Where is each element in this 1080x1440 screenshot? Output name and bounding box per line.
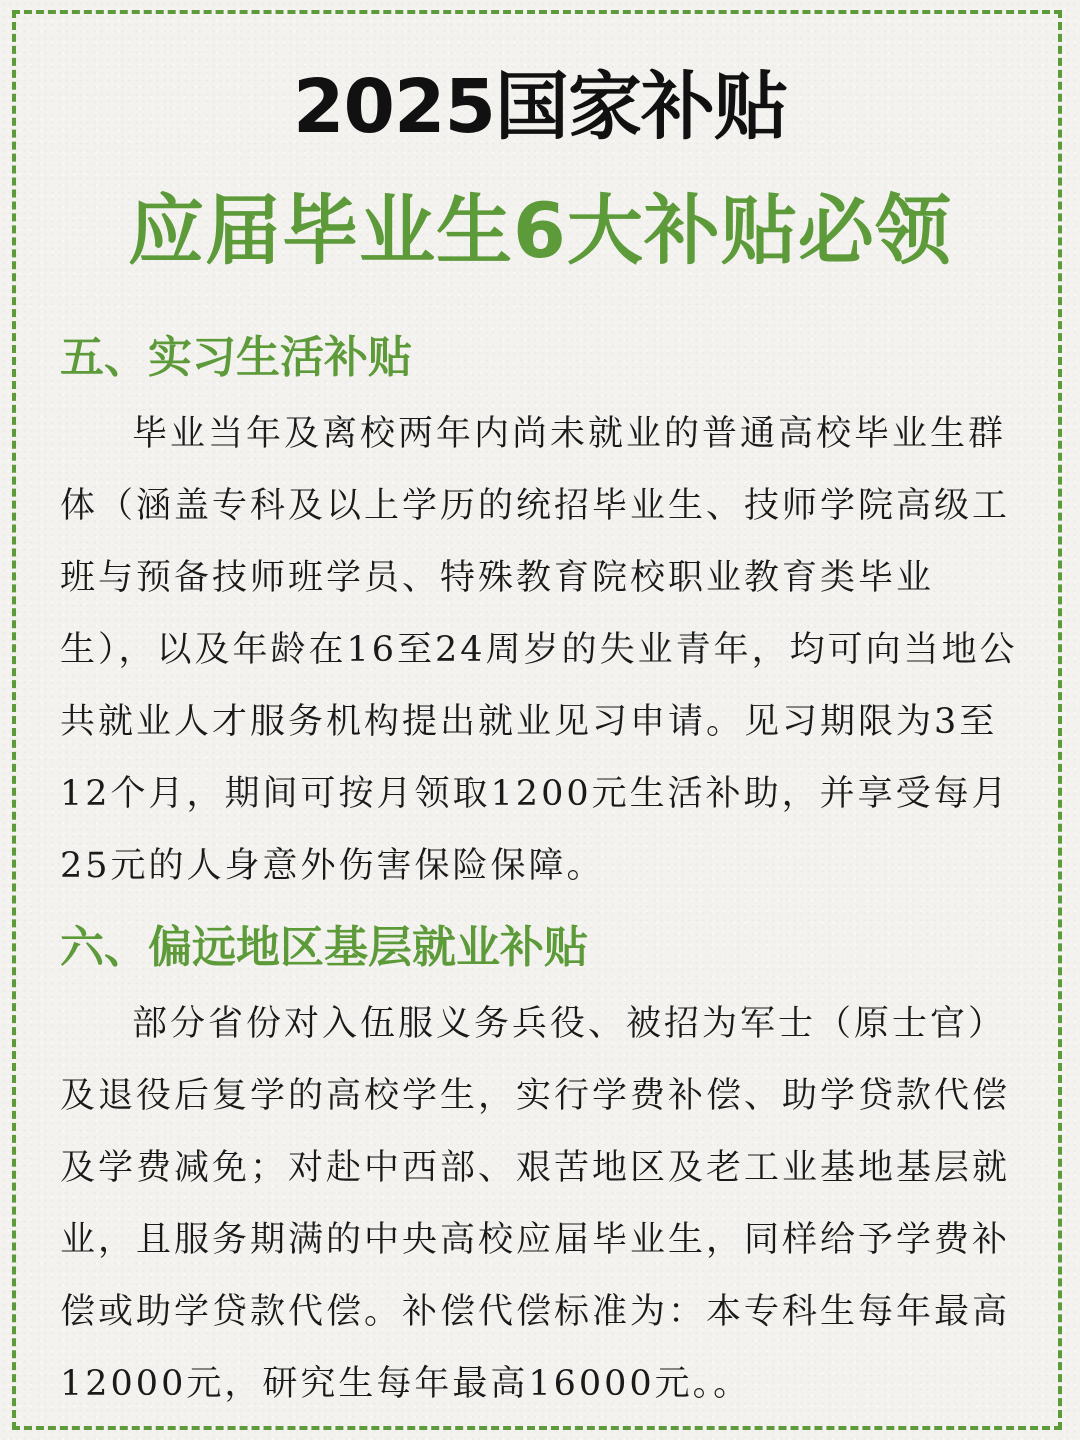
page-title: 2025国家补贴: [293, 64, 787, 150]
section-heading-remote-employment: 六、偏远地区基层就业补贴: [60, 922, 588, 973]
section-heading-internship: 五、实习生活补贴: [60, 332, 412, 383]
section-body-internship: 毕业当年及离校两年内尚未就业的普通高校毕业生群体（涵盖专科及以上学历的统招毕业生、技师学院高级工班与预备技师班学员、特殊教育院校职业教育类毕业生），以及年龄在16至24周岁的失业青年，均可向当地公共就业人才服务机构提出就业见习申请。见习期限为3至12个月，期间可按月领取1200元生活补助，并享受每月25元的人身意外伤害保险保障。: [60, 414, 1018, 886]
section-body-remote-employment: 部分省份对入伍服义务兵役、被招为军士（原士官）及退役后复学的高校学生，实行学费补偿、助学贷款代偿及学费减免；对赴中西部、艰苦地区及老工业基地基层就业，且服务期满的中央高校应届毕业生，同样给予学费补偿或助学贷款代偿。补偿代偿标准为：本专科生每年最高12000元，研究生每年最高16000元。。: [60, 1004, 1011, 1404]
page-subtitle: 应届毕业生6大补贴必领: [128, 186, 952, 275]
